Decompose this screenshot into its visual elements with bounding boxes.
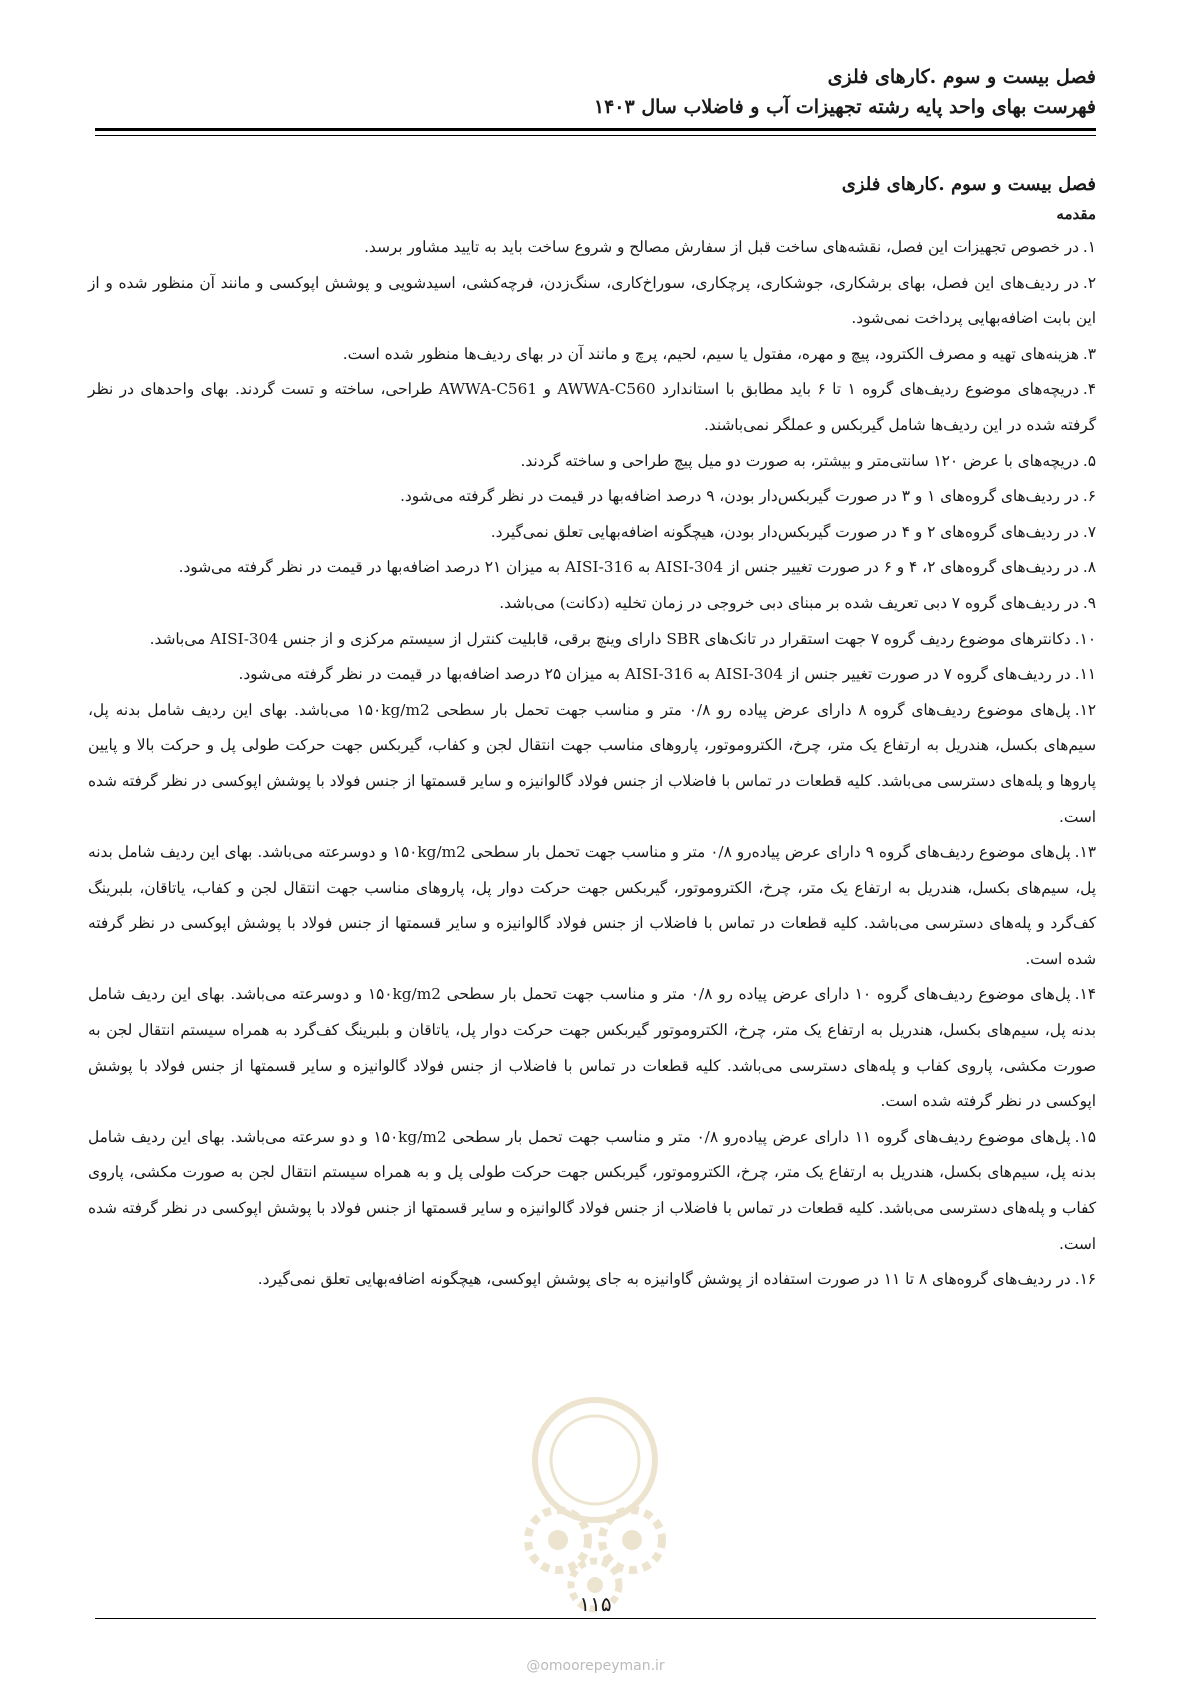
header-rule-thick (95, 128, 1096, 131)
item-text: دریچه‌های با عرض ۱۲۰ سانتی‌متر و بیشتر، به صورت دو میل پیچ طراحی و ساخته گردند. (520, 451, 1079, 470)
item-text: دکانترهای موضوع ردیف گروه ۷ جهت استقرار در تانک‌های SBR دارای وینچ برقی، قابلیت کنترل از سیستم مرکزی و از جنس AISI-304 می‌باشد. (149, 629, 1071, 648)
paragraph-item (88, 479, 1096, 515)
item-number: ۱۶. (1074, 1270, 1096, 1289)
paragraph-item (88, 1120, 1096, 1262)
header-chapter-title: فصل بیست و سوم .کارهای فلزی (827, 66, 1096, 88)
paragraph-item (88, 444, 1096, 480)
item-number: ۱۲. (1074, 700, 1096, 719)
item-number: ۱۵. (1074, 1127, 1096, 1146)
item-number: ۴. (1082, 380, 1096, 399)
paragraph-item (88, 977, 1096, 1119)
item-number: ۸. (1082, 558, 1096, 577)
watermark-url: @omoorepeyman.ir (526, 1658, 665, 1674)
item-text: در ردیف‌های گروه‌های ۸ تا ۱۱ در صورت استفاده از پوشش گاوانیزه به جای پوشش اپوکسی، هیچگونه اضافه‌بهایی تعلق نمی‌گیرد. (257, 1270, 1071, 1289)
item-text: در ردیف‌های گروه ۷ در صورت تغییر جنس از AISI-304 به AISI-316 به میزان ۲۵ درصد اضافه‌بها در قیمت در نظر گرفته می‌شود. (238, 665, 1071, 684)
item-text: دریچه‌های موضوع ردیف‌های گروه ۱ تا ۶ باید مطابق با استاندارد AWWA-C560 و AWWA-C561 طراحی، ساخته و تست گردند. بهای واحدهای در نظر گرفته شده در این ردیف‌ها شامل گیربکس و عملگر نمی‌باشند. (88, 380, 1096, 434)
item-number: ۱. (1082, 238, 1096, 256)
paragraph-item (88, 1262, 1096, 1298)
paragraph-item (88, 230, 1096, 266)
item-text: در خصوص تجهیزات این فصل، نقشه‌های ساخت قبل از سفارش مصالح و شروع ساخت باید به تایید مشاور برسد. (364, 238, 1079, 256)
page-number: ۱۱۵ (579, 1592, 612, 1616)
paragraph-item (88, 550, 1096, 586)
intro-heading: مقدمه (1056, 205, 1096, 223)
watermark-logo-icon (500, 1390, 690, 1620)
item-number: ۱۴. (1074, 985, 1096, 1004)
item-text: پل‌های موضوع ردیف‌های گروه ۱۰ دارای عرض پیاده رو ۰/۸ متر و مناسب جهت تحمل بار سطحی ۱۵۰kg/m2 و دوسرعته می‌باشد. بهای این ردیف شامل بدنه پل، سیم‌های بکسل، هندریل به ارتفاع یک متر، چرخ، الکتروموتور گیربکس جهت حرکت دوار پل، یاتاقان و بلبرینگ کف‌گرد به همراه سیستم انتقال لجن به صورت مکشی، پاروی کفاب و پله‌های دسترسی می‌باشد. کلیه قطعات در تماس با فاضلاب از جنس فولاد گالوانیزه و سایر قسمتها از جنس فولاد با پوشش اپوکسی در نظر گرفته شده است. (88, 985, 1096, 1111)
paragraph-item (88, 835, 1096, 977)
item-text: در ردیف‌های گروه‌های ۱ و ۳ در صورت گیربکس‌دار بودن، ۹ درصد اضافه‌بها در قیمت در نظر گرفته می‌شود. (400, 487, 1079, 506)
paragraph-item (88, 586, 1096, 622)
item-number: ۹. (1082, 593, 1096, 612)
paragraph-item (88, 337, 1096, 373)
item-number: ۱۱. (1074, 665, 1096, 684)
item-number: ۳. (1082, 344, 1096, 363)
item-text: پل‌های موضوع ردیف‌های گروه ۱۱ دارای عرض پیاده‌رو ۰/۸ متر و مناسب جهت تحمل بار سطحی ۱۵۰kg/m2 و دو سرعته می‌باشد. بهای این ردیف شامل بدنه پل، سیم‌های بکسل، هندریل به ارتفاع یک متر، چرخ، الکتروموتور، گیربکس جهت حرکت طولی پل و به همراه سیستم انتقال لجن به صورت مکشی، پاروی کفاب و پله‌های دسترسی می‌باشد. کلیه قطعات در تماس با فاضلاب از جنس فولاد گالوانیزه و سایر قسمتها از جنس فولاد با پوشش اپوکسی در نظر گرفته شده است. (88, 1127, 1096, 1253)
page-content (88, 170, 1096, 1298)
header-rule-thin (95, 135, 1096, 136)
paragraph-item (88, 372, 1096, 443)
paragraph-item (88, 657, 1096, 693)
paragraph-item (88, 515, 1096, 551)
item-text: در ردیف‌های گروه‌های ۲، ۴ و ۶ در صورت تغییر جنس از AISI-304 به AISI-316 به میزان ۲۱ درصد اضافه‌بها در قیمت در نظر گرفته می‌شود. (178, 558, 1079, 577)
item-text: در ردیف‌های گروه‌های ۲ و ۴ در صورت گیربکس‌دار بودن، هیچگونه اضافه‌بهایی تعلق نمی‌گیرد. (490, 522, 1079, 541)
header-document-title: فهرست بهای واحد پایه رشته تجهیزات آب و فاضلاب سال ۱۴۰۳ (593, 96, 1096, 118)
item-number: ۲. (1082, 273, 1096, 292)
item-text: در ردیف‌های این فصل، بهای برشکاری، جوشکاری، پرچکاری، سوراخ‌کاری، سنگ‌زدن، فرچه‌کشی، اسیدشویی و پوشش اپوکسی و مانند آن منظور شده و از این بابت اضافه‌بهایی پرداخت نمی‌شود. (88, 273, 1096, 328)
footer-rule (95, 1618, 1096, 1619)
section-title: فصل بیست و سوم .کارهای فلزی (841, 174, 1096, 195)
paragraph-item (88, 622, 1096, 658)
item-number: ۱۰. (1074, 629, 1096, 648)
item-text: پل‌های موضوع ردیف‌های گروه ۹ دارای عرض پیاده‌رو ۰/۸ متر و مناسب جهت تحمل بار سطحی ۱۵۰kg/m2 و دوسرعته می‌باشد. بهای این ردیف شامل بدنه پل، سیم‌های بکسل، هندریل به ارتفاع یک متر، چرخ، الکتروموتور، گیربکس جهت حرکت دوار پل، پاروهای مناسب جهت انتقال لجن و کفاب، یاتاقان، بلبرینگ کف‌گرد و پله‌های دسترسی می‌باشد. کلیه قطعات در تماس با فاضلاب از جنس فولاد گالوانیزه و سایر قسمتها از جنس فولاد با پوشش اپوکسی در نظر گرفته شده است. (88, 843, 1096, 968)
item-text: هزینه‌های تهیه و مصرف الکترود، پیچ و مهره، مفتول یا سیم، لحیم، پرچ و مانند آن در بهای ردیف‌ها منظور شده است. (342, 344, 1079, 363)
page-header (95, 62, 1096, 122)
item-number: ۶. (1082, 487, 1096, 506)
item-text: پل‌های موضوع ردیف‌های گروه ۸ دارای عرض پیاده رو ۰/۸ متر و مناسب جهت تحمل بار سطحی ۱۵۰kg/m2 می‌باشد. بهای این ردیف شامل بدنه پل، سیم‌های بکسل، هندریل به ارتفاع یک متر، چرخ، الکتروموتور، پاروهای مناسب جهت انتقال لجن و کفاب، گیربکس جهت حرکت طولی پل و حرکت بالا و پایین پاروها و پله‌های دسترسی می‌باشد. کلیه قطعات در تماس با فاضلاب از جنس فولاد گالوانیزه و سایر قسمتها از جنس فولاد با پوشش اپوکسی در نظر گرفته شده است. (88, 700, 1096, 826)
item-number: ۷. (1082, 522, 1096, 541)
item-number: ۱۳. (1074, 843, 1096, 862)
paragraph-item (88, 693, 1096, 835)
paragraph-item (88, 266, 1096, 337)
item-number: ۵. (1082, 451, 1096, 470)
item-text: در ردیف‌های گروه ۷ دبی تعریف شده بر مبنای دبی خروجی در زمان تخلیه (دکانت) می‌باشد. (499, 593, 1079, 612)
